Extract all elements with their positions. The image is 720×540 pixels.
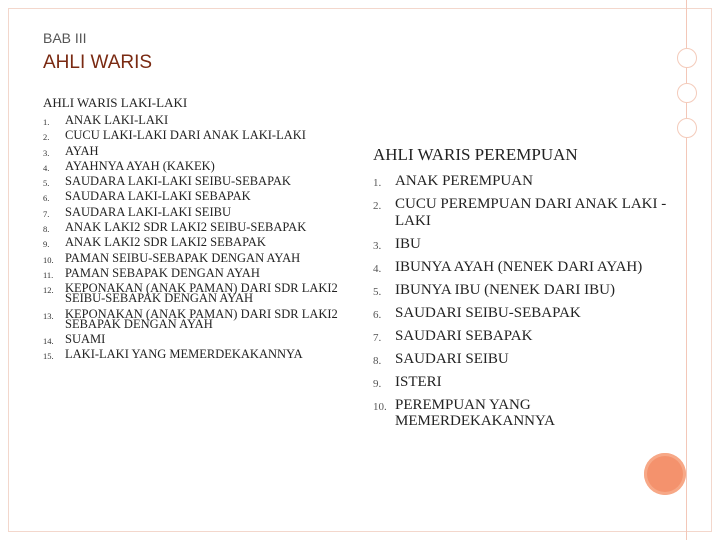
list-item: 7. SAUDARI SEBAPAK <box>373 327 533 344</box>
male-heirs-list <box>43 113 343 362</box>
list-item: 11. PAMAN SEBAPAK DENGAN AYAH <box>43 265 260 280</box>
female-heirs-heading: AHLI WARIS PEREMPUAN <box>373 145 578 164</box>
list-item: 6. SAUDARA LAKI-LAKI SEBAPAK <box>43 189 251 204</box>
female-heirs-list <box>373 170 673 433</box>
list-item: 10. PAMAN SEIBU-SEBAPAK DENGAN AYAH <box>43 250 301 265</box>
list-item: 5. SAUDARA LAKI-LAKI SEIBU-SEBAPAK <box>43 174 291 189</box>
male-heirs-heading: AHLI WARIS LAKI-LAKI <box>43 95 188 110</box>
chapter-label: BAB III <box>43 30 87 46</box>
list-item: 8. ANAK LAKI2 SDR LAKI2 SEIBU-SEBAPAK <box>43 220 307 235</box>
list-item: 4. IBUNYA AYAH (NENEK DARI AYAH) <box>373 258 643 275</box>
list-item: 12. KEPONAKAN (ANAK PAMAN) DARI SDR LAKI2 SEIBU-SEBAPAK DENGAN AYAH <box>43 281 338 306</box>
list-item: 14. SUAMI <box>43 331 106 346</box>
list-item: 1. ANAK LAKI-LAKI <box>43 113 169 127</box>
vertical-rule <box>686 0 687 540</box>
list-item: 6. SAUDARI SEIBU-SEBAPAK <box>373 304 581 321</box>
deco-circle-icon <box>677 83 697 103</box>
list-item: 4. AYAHNYA AYAH (KAKEK) <box>43 158 215 173</box>
list-item: 2. CUCU PEREMPUAN DARI ANAK LAKI -LAKI <box>373 196 667 229</box>
deco-circle-icon <box>677 118 697 138</box>
list-item: 13. KEPONAKAN (ANAK PAMAN) DARI SDR LAKI2 SEBAPAK DENGAN AYAH <box>43 306 338 331</box>
list-item: 3. IBU <box>373 235 421 252</box>
list-item: 7. SAUDARA LAKI-LAKI SEIBU <box>43 204 231 219</box>
page-title: AHLI WARIS <box>43 52 153 73</box>
deco-circle-icon <box>677 48 697 68</box>
list-item: 5. IBUNYA IBU (NENEK DARI IBU) <box>373 281 615 298</box>
list-item: 3. AYAH <box>43 143 99 158</box>
list-item: 1. ANAK PEREMPUAN <box>373 173 533 189</box>
list-item: 9. ISTERI <box>373 373 442 390</box>
list-item: 9. ANAK LAKI2 SDR LAKI2 SEBAPAK <box>43 235 266 250</box>
list-item: 15. LAKI-LAKI YANG MEMERDEKAKANNYA <box>43 347 303 362</box>
list-item: 8. SAUDARI SEIBU <box>373 350 509 367</box>
list-item: 2. CUCU LAKI-LAKI DARI ANAK LAKI-LAKI <box>43 128 306 143</box>
accent-circle-icon <box>644 453 686 495</box>
list-item: 10. PEREMPUAN YANG MEMERDEKAKANNYA <box>373 396 555 429</box>
